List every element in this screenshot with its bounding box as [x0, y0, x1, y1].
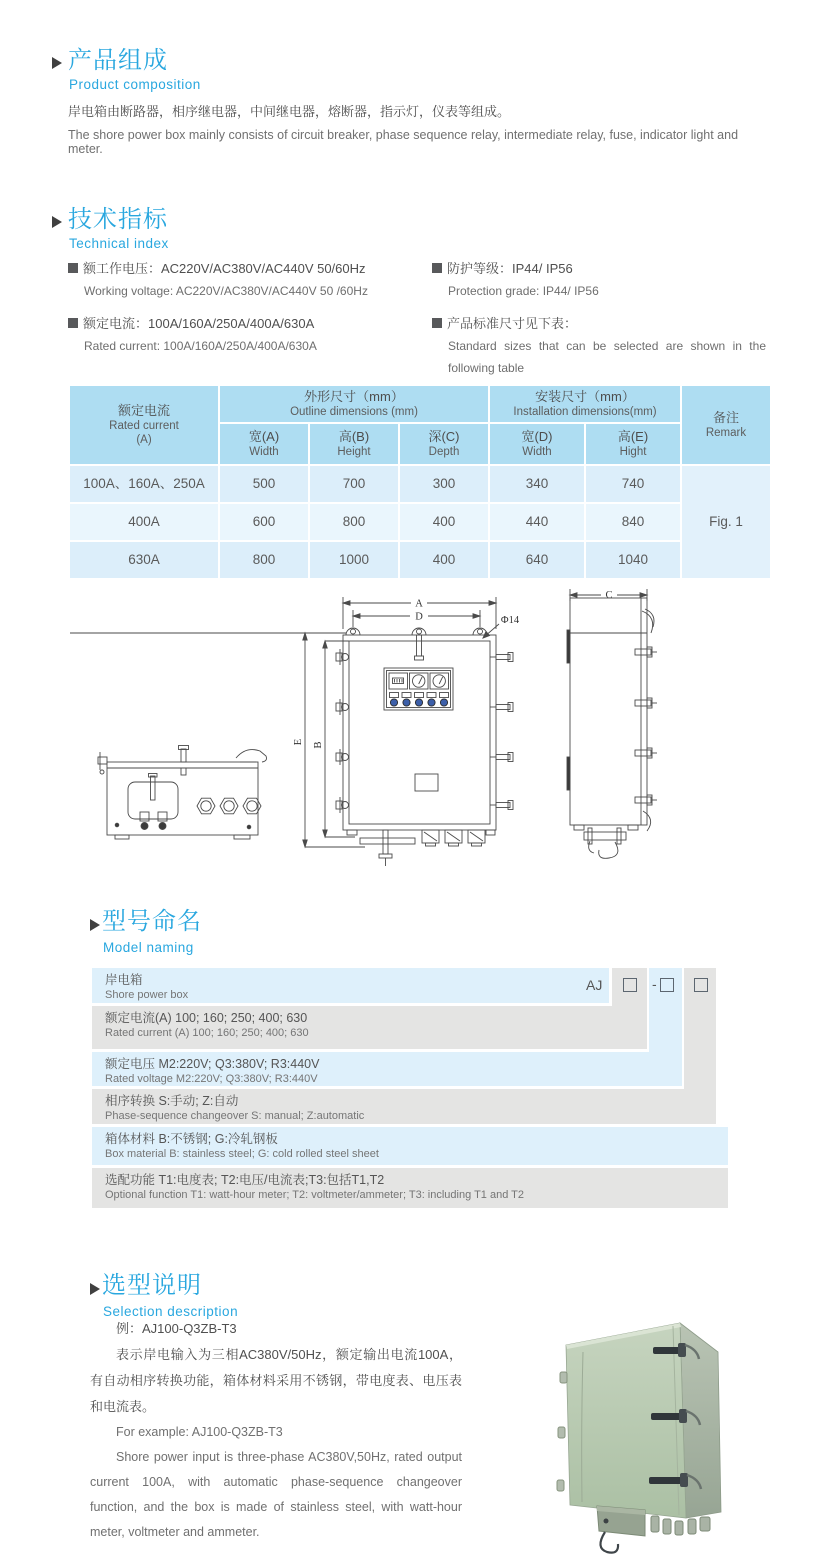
table-cell: 1040 [586, 542, 680, 578]
table-cell: 100A、160A、250A [70, 466, 218, 502]
ladder-row-rated-current: 额定电流(A) 100; 160; 250; 400; 630 Rated current (A) 100; 160; 250; 400; 630 [92, 1006, 647, 1049]
table-cell: 630A [70, 542, 218, 578]
section-subtitle-model-naming: Model naming [103, 940, 194, 955]
table-cell: 300 [400, 466, 488, 502]
table-cell: 1000 [310, 542, 398, 578]
code-box-voltage [660, 978, 674, 992]
table-cell: 740 [586, 466, 680, 502]
section-arrow-icon [90, 919, 100, 931]
table-cell: 600 [220, 504, 308, 540]
table-cell: 800 [310, 504, 398, 540]
product-composition-text-cn: 岸电箱由断路器，相序继电器，中间继电器，熔断器，指示灯，仪表等组成。 [68, 104, 511, 119]
drawing-front-view [70, 597, 513, 866]
table-subheader-height-b: 高(B) Height [310, 424, 398, 464]
drawing-bottom-view [98, 746, 267, 840]
spec-rated-current [68, 313, 402, 357]
table-cell: 440 [490, 504, 584, 540]
indicator-lights [390, 693, 449, 707]
spec-protection-grade [432, 258, 766, 302]
spec-en-text: Protection grade: IP44/ IP56 [448, 284, 599, 298]
ladder-row-shore-power-box: 岸电箱 Shore power box [92, 968, 609, 1003]
table-cell: 400A [70, 504, 218, 540]
table-header-installation-dimensions: 安装尺寸（mm） Installation dimensions(mm) [490, 386, 680, 422]
table-cell: 340 [490, 466, 584, 502]
spec-cn-text: 额定电流：100A/160A/250A/400A/630A [83, 316, 315, 331]
selection-example-cn: 例：AJ100-Q3ZB-T3 [116, 1321, 237, 1336]
table-cell: 500 [220, 466, 308, 502]
photo-hinges [557, 1372, 567, 1491]
spec-cn-text: 产品标准尺寸见下表： [447, 316, 578, 331]
spec-cn-text: 额工作电压：AC220V/AC380V/AC440V 50/60Hz [83, 261, 366, 276]
selection-example-en: For example: AJ100-Q3ZB-T3 [116, 1425, 283, 1439]
section-arrow-icon [90, 1283, 100, 1295]
section-arrow-icon [52, 216, 62, 228]
selection-body-en: Shore power input is three-phase AC380V,50Hz, rated output current 100A, with automatic phase-sequence changeover function, and the box is made of stainless steel, with watt-hour meter, voltmeter and ammeter. [90, 1450, 462, 1539]
meter-panel [384, 668, 453, 710]
size-table [70, 386, 770, 578]
spec-en-text: Rated current: 100A/160A/250A/400A/630A [84, 339, 317, 353]
model-code-prefix: AJ [586, 977, 603, 993]
spec-working-voltage [68, 258, 402, 302]
dim-label-phi14: Φ14 [500, 615, 520, 626]
model-code-separator: - [652, 976, 657, 992]
selection-text-block [90, 1316, 462, 1545]
square-bullet-icon [68, 318, 78, 328]
selection-body-cn: 表示岸电输入为三相AC380V/50Hz，额定输出电流100A，有自动相序转换功能，箱体材料采用不锈钢，带电度表、电压表和电流表。 [90, 1347, 462, 1414]
drawing-side-view [567, 589, 657, 858]
technical-drawing-figure1 [70, 585, 770, 880]
table-header-outline-dimensions: 外形尺寸（mm） Outline dimensions (mm) [220, 386, 488, 422]
spec-en-text: Standard sizes that can be selected are shown in the following table [448, 339, 766, 375]
square-bullet-icon [68, 263, 78, 273]
code-box-changeover [694, 978, 708, 992]
model-naming-ladder [92, 968, 728, 1208]
section-title-model-naming: 型号命名 [102, 908, 202, 935]
dim-label-a: A [415, 598, 423, 610]
table-subheader-width-a: 宽(A) Width [220, 424, 308, 464]
section-arrow-icon [52, 57, 62, 69]
latches [490, 653, 513, 810]
spec-en-text: Working voltage: AC220V/AC380V/AC440V 50 /60Hz [84, 284, 368, 298]
ladder-row-optional-function: 选配功能 T1:电度表; T2:电压/电流表;T3:包括T1,T2 Optional function T1: watt-hour meter; T2: voltmeter/ammeter; T3: including T1 and T2 [92, 1168, 728, 1208]
product-composition-text-en: The shore power box mainly consists of circuit breaker, phase sequence relay, intermediate relay, fuse, indicator light and meter. [68, 128, 739, 156]
section-subtitle-product-composition: Product composition [69, 77, 201, 92]
section-title-selection: 选型说明 [102, 1272, 202, 1299]
table-cell: 800 [220, 542, 308, 578]
dim-label-d: D [415, 611, 423, 623]
section-title-product-composition: 产品组成 [68, 47, 168, 74]
table-cell: 400 [400, 542, 488, 578]
table-subheader-width-d: 宽(D) Width [490, 424, 584, 464]
table-header-remark: 备注 Remark [682, 386, 770, 464]
table-subheader-depth-c: 深(C) Depth [400, 424, 488, 464]
table-cell: 640 [490, 542, 584, 578]
ladder-row-rated-voltage: 额定电压 M2:220V; Q3:380V; R3:440V Rated voltage M2:220V; Q3:380V; R3:440V [92, 1052, 682, 1086]
ladder-row-box-material: 箱体材料 B:不锈钢; G:冷轧钢板 Box material B: stainless steel; G: cold rolled steel sheet [92, 1127, 728, 1165]
table-cell: 840 [586, 504, 680, 540]
section-subtitle-technical-index: Technical index [69, 236, 169, 251]
square-bullet-icon [432, 263, 442, 273]
dim-label-c: C [605, 590, 613, 601]
table-cell: 400 [400, 504, 488, 540]
square-bullet-icon [432, 318, 442, 328]
dim-label-e: E [293, 738, 304, 746]
spec-column-left [68, 258, 402, 368]
ladder-row-phase-sequence: 相序转换 S:手动; Z:自动 Phase-sequence changeover S: manual; Z:automatic [92, 1089, 716, 1124]
spec-column-right [432, 258, 766, 390]
product-photo-shore-power-box [545, 1300, 750, 1560]
dim-label-b: B [313, 741, 324, 749]
hinges [336, 649, 349, 813]
table-subheader-height-e: 高(E) Hight [586, 424, 680, 464]
section-title-technical-index: 技术指标 [68, 206, 168, 233]
table-cell-remark-fig1: Fig. 1 [682, 466, 770, 578]
spec-cn-text: 防护等级：IP44/ IP56 [447, 261, 573, 276]
table-header-rated-current: 额定电流 Rated current (A) [70, 386, 218, 464]
code-box-current [623, 978, 637, 992]
section-subtitle-selection: Selection description [103, 1304, 239, 1319]
spec-standard-sizes [432, 313, 766, 379]
side-latches [635, 647, 657, 805]
photo-hook-wire [600, 1532, 618, 1553]
table-cell: 700 [310, 466, 398, 502]
